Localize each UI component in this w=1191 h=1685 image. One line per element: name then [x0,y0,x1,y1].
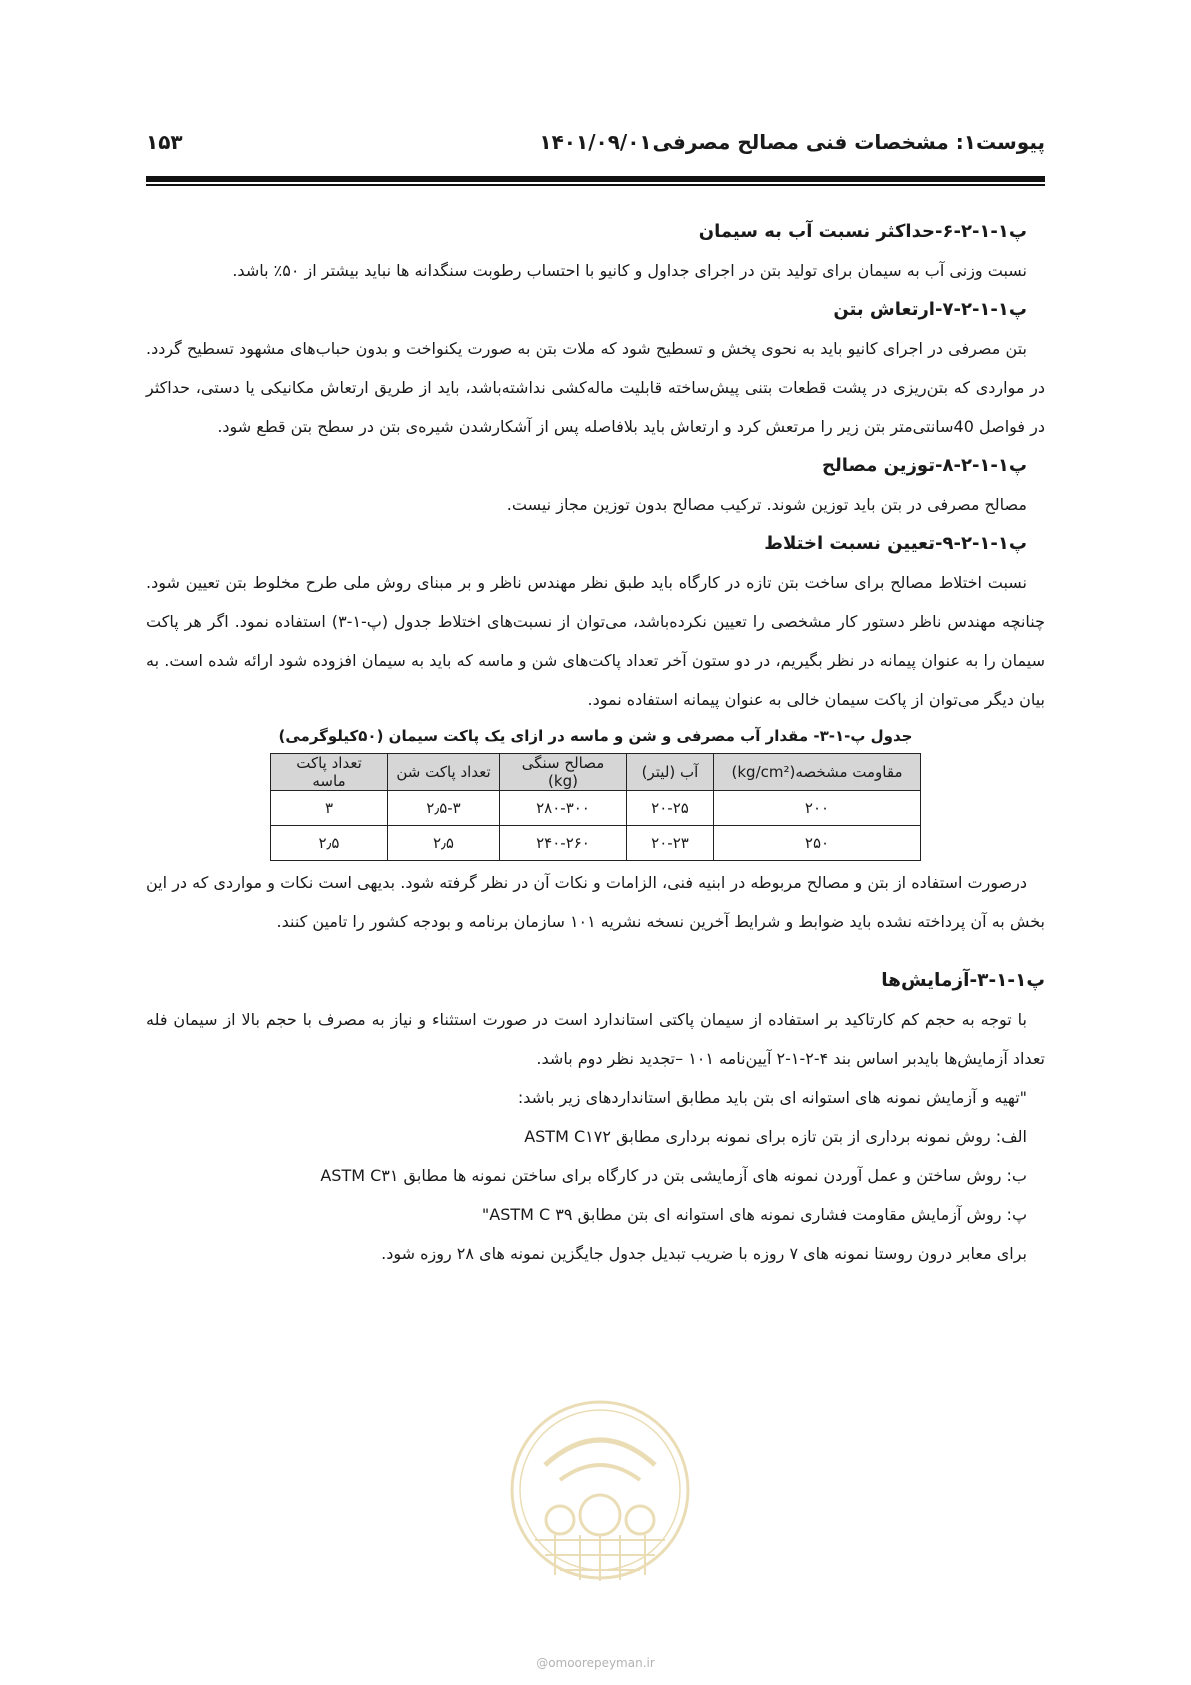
table-cell: ۲۰۰ [714,791,921,826]
section-heading-mix-ratio: پ۱-۱-۲-۹-تعیین نسبت اختلاط [764,533,1027,554]
list-item-b: ب: روش ساختن و عمل آوردن نمونه های آزمایشی بتن در کارگاه برای ساختن نمونه ها مطابق ASTM C۳۱ [320,1166,1027,1185]
page-body [146,212,1045,1273]
table-row [271,791,921,826]
column-header-water: آب (لیتر) [627,754,714,791]
section-heading-weighing: پ۱-۱-۲-۸-توزین مصالح [821,455,1027,476]
list-item-c: پ: روش آزمایش مقاومت فشاری نمونه های استوانه ای بتن مطابق ASTM C ۳۹" [481,1205,1027,1224]
paragraph-standards-note: درصورت استفاده از بتن و مصالح مربوطه در ابنیه فنی، الزامات و نکات آن در نظر گرفته شود. بدیهی است نکات و مواردی که در این بخش به آن پرداخته نشده باید ضوابط و شرایط آخرین نسخه نشریه ۱۰۱ سازمان برنامه و بودجه کشور را تامین کنند. [146,873,1045,931]
table-cell: ۲٫۵ [388,826,500,861]
paragraph-weighing: مصالح مصرفی در بتن باید توزین شوند. ترکیب مصالح بدون توزین مجاز نیست. [506,495,1027,514]
page-number: ۱۵۳ [146,130,183,154]
paragraph-vibration: بتن مصرفی در اجرای کانیو باید به نحوی پخش و تسطیح شود که ملات بتن به صورت یکنواخت و بدون حباب‌های مشهود تسطیح گردد. در مواردی که بتن‌ریزی در پشت قطعات بتنی پیش‌ساخته قابلیت ماله‌کشی نداشته‌باشد، باید از طریق ارتعاش مکانیکی یا دستی، حداکثر در فواصل 40سانتی‌متر بتن زیر را مرتعش کرد و ارتعاش باید بلافاصله پس از آشکارشدن شیره‌ی بتن در سطح بتن قطع شود. [146,339,1045,436]
paragraph-mix-ratio: نسبت اختلاط مصالح برای ساخت بتن تازه در کارگاه باید طبق نظر مهندس ناظر و بر مبنای روش ملی طرح مخلوط بتن تعیین شود. چنانچه مهندس ناظر دستور کار مشخصی را تعیین نکرده‌باشد، می‌توان از نسبت‌های اختلاط جدول (پ-۱-۳) استفاده نمود. اگر هر پاکت سیمان را به عنوان پیمانه در نظر بگیریم، در دو ستون آخر تعداد پاکت‌های شن و ماسه که باید به سیمان افزوده شود ارائه شده است. به بیان دیگر می‌توان از پاکت سیمان خالی به عنوان پیمانه استفاده نمود. [146,573,1046,709]
table-cell: ۲٫۵-۳ [388,791,500,826]
column-header-strength: مقاومت مشخصه(kg/cm²) [714,754,921,791]
mix-table [270,753,921,861]
list-item-a: الف: روش نمونه برداری از بتن تازه برای نمونه برداری مطابق ASTM C۱۷۲ [524,1127,1027,1146]
column-header-sand-bags: تعداد پاکت ماسه [271,754,388,791]
paragraph-tests-quote: "تهیه و آزمایش نمونه های استوانه ای بتن باید مطابق استانداردهای زیر باشد: [517,1088,1027,1107]
table-header-row [271,754,921,791]
table-cell: ۲٫۵ [271,826,388,861]
table-cell: ۲۴۰-۲۶۰ [500,826,627,861]
section-heading-tests: پ۱-۱-۳-آزمایش‌ها [881,970,1045,991]
watermark-url: @omoorepeyman.ir [536,1656,655,1670]
paragraph-water-cement: نسبت وزنی آب به سیمان برای تولید بتن در اجرای جداول و کانیو با احتساب رطوبت سنگدانه ها نباید بیشتر از ۵۰٪ باشد. [232,261,1027,280]
header-title: پیوست۱: مشخصات فنی مصالح مصرفی [652,130,1045,154]
running-header [146,130,1045,164]
header-rule-thick [146,176,1045,182]
table-cell: ۲۰-۲۵ [627,791,714,826]
watermark-seal-icon [505,1395,695,1585]
table-cell: ۲۵۰ [714,826,921,861]
table-cell: ۲۸۰-۳۰۰ [500,791,627,826]
table-cell: ۲۰-۲۳ [627,826,714,861]
header-date: ۱۴۰۱/۰۹/۰۱ [539,130,652,154]
paragraph-tests: با توجه به حجم کم کارتاکید بر استفاده از سیمان پاکتی استاندارد است در صورت استثناء و نیاز به مصرف با حجم بالا از سیمان فله تعداد آزمایش‌ها بایدبر اساس بند ۴-۲-۱-۲ آیین‌نامه ۱۰۱ –تجدید نظر دوم باشد. [146,1010,1045,1068]
table-cell: ۳ [271,791,388,826]
section-heading-vibration: پ۱-۱-۲-۷-ارتعاش بتن [833,299,1027,320]
paragraph-village-roads: برای معابر درون روستا نمونه های ۷ روزه با ضریب تبدیل جدول جایگزین نمونه های ۲۸ روزه شود. [381,1244,1027,1263]
table-caption: جدول پ-۱-۳- مقدار آب مصرفی و شن و ماسه در ازای یک پاکت سیمان (۵۰کیلوگرمی) [278,727,913,745]
section-heading-water-cement: پ۱-۱-۲-۶-حداکثر نسبت آب به سیمان [698,221,1027,242]
table-row [271,826,921,861]
header-rule-thin [146,184,1045,186]
column-header-gravel-bags: تعداد پاکت شن [388,754,500,791]
column-header-aggregate: مصالح سنگی (kg) [500,754,627,791]
